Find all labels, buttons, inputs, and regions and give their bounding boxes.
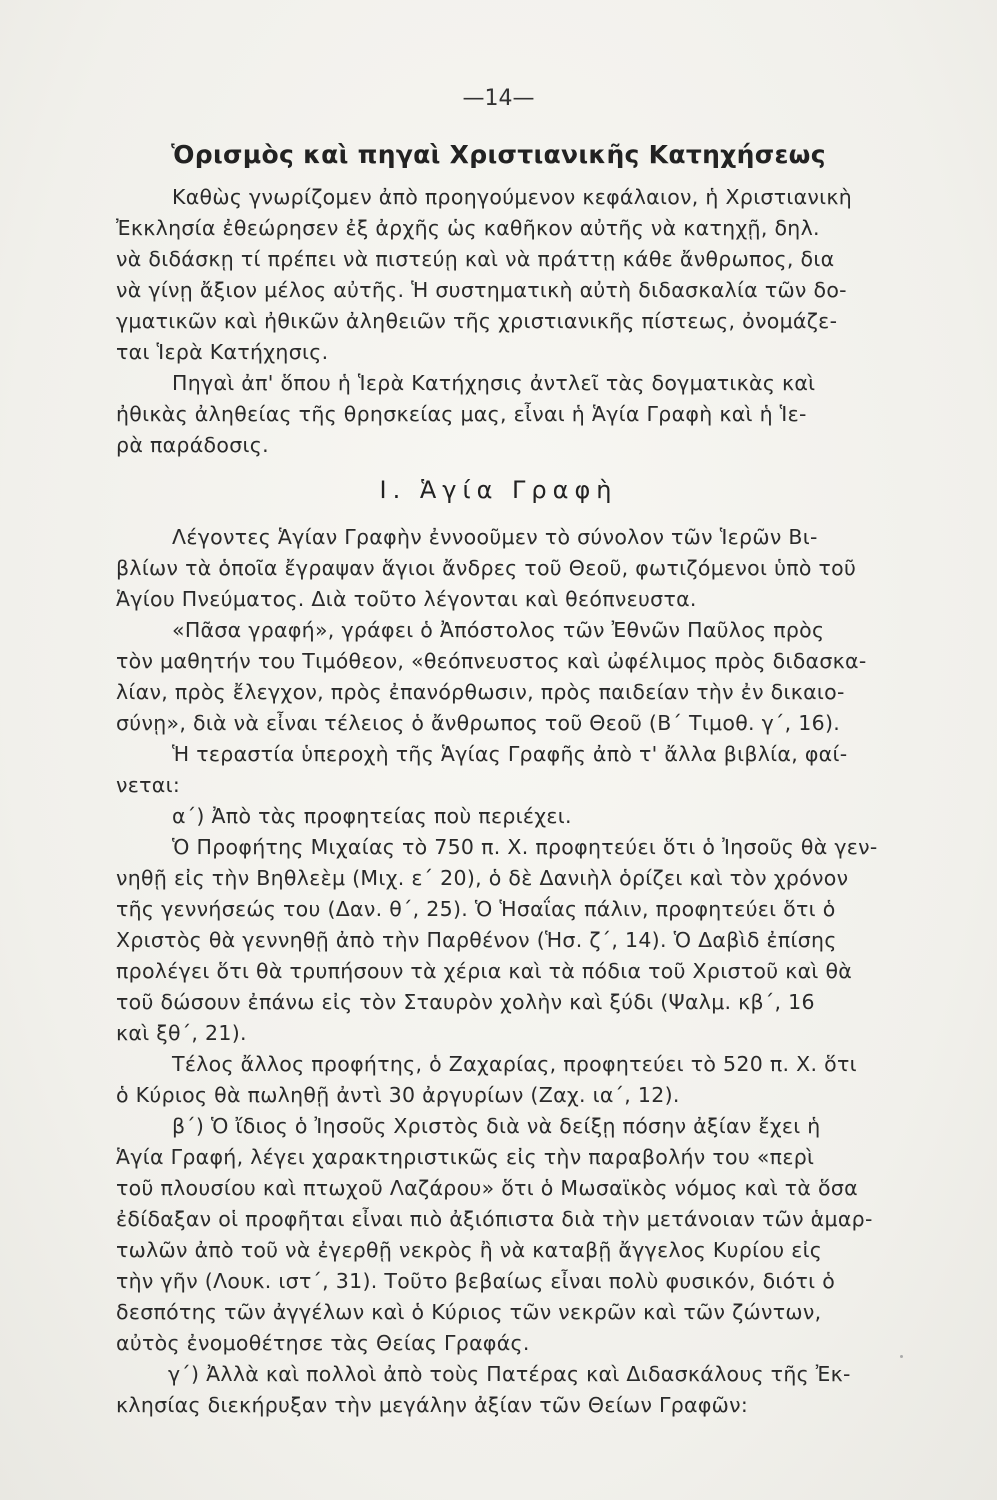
body-line: Ἡ τεραστία ὑπεροχὴ τῆς Ἁγίας Γραφῆς ἀπὸ τ' ἄλλα βιβλία, φαί- xyxy=(172,742,848,766)
body-line: τὴν γῆν (Λουκ. ιστ΄, 31). Τοῦτο βεβαίως εἶναι πολὺ φυσικόν, διότι ὁ xyxy=(116,1269,836,1293)
body-line: νεται: xyxy=(116,773,181,797)
intro-line: νὰ γίνῃ ἄξιον μέλος αὐτῆς. Ἡ συστηματικὴ αὐτὴ διδασκαλία τῶν δο- xyxy=(116,278,847,302)
body-line: «Πᾶσα γραφή», γράφει ὁ Ἀπόστολος τῶν Ἐθνῶν Παῦλος πρὸς xyxy=(172,618,825,642)
body-line: β΄) Ὁ ἴδιος ὁ Ἰησοῦς Χριστὸς διὰ νὰ δείξῃ πόσην ἀξίαν ἔχει ἡ xyxy=(172,1114,821,1138)
body-line: Ἁγία Γραφή, λέγει χαρακτηριστικῶς εἰς τὴν παραβολήν του «περὶ xyxy=(116,1145,815,1169)
page-number: —14— xyxy=(462,86,535,111)
body-line: τὸν μαθητήν του Τιμόθεον, «θεόπνευστος καὶ ὠφέλιμος πρὸς διδασκα- xyxy=(116,649,867,673)
body-line: αὐτὸς ἐνομοθέτησε τὰς Θείας Γραφάς. xyxy=(116,1331,530,1355)
intro-line: Πηγαὶ ἀπ' ὅπου ἡ Ἱερὰ Κατήχησις ἀντλεῖ τὰς δογματικὰς καὶ xyxy=(172,371,816,395)
intro-line: ρὰ παράδοσις. xyxy=(116,433,269,457)
body-line: Ἁγίου Πνεύματος. Διὰ τοῦτο λέγονται καὶ θεόπνευστα. xyxy=(116,587,697,611)
body-line: τοῦ πλουσίου καὶ πτωχοῦ Λαζάρου» ὅτι ὁ Μωσαϊκὸς νόμος καὶ τὰ ὅσα xyxy=(116,1176,858,1200)
body-line: τωλῶν ἀπὸ τοῦ νὰ ἐγερθῇ νεκρὸς ἢ νὰ καταβῇ ἄγγελος Κυρίου εἰς xyxy=(116,1238,823,1262)
body-line: βλίων τὰ ὁποῖα ἔγραψαν ἅγιοι ἄνδρες τοῦ Θεοῦ, φωτιζόμενοι ὑπὸ τοῦ xyxy=(116,556,857,580)
intro-line: νὰ διδάσκῃ τί πρέπει νὰ πιστεύῃ καὶ νὰ πράττῃ κάθε ἄνθρωπος, δια xyxy=(116,247,835,271)
body-line: Ὁ Προφήτης Μιχαίας τὸ 750 π. Χ. προφητεύει ὅτι ὁ Ἰησοῦς θὰ γεν- xyxy=(172,835,878,859)
speck-mark xyxy=(900,1355,903,1358)
body-line: α΄) Ἀπὸ τὰς προφητείας ποὺ περιέχει. xyxy=(172,804,572,828)
body-line: Χριστὸς θὰ γεννηθῇ ἀπὸ τὴν Παρθένον (Ἡσ. ζ΄, 14). Ὁ Δαβὶδ ἐπίσης xyxy=(116,928,837,952)
body-line: τοῦ δώσουν ἐπάνω εἰς τὸν Σταυρὸν χολὴν καὶ ξύδι (Ψαλμ. κβ΄, 16 xyxy=(116,990,815,1014)
body-line: προλέγει ὅτι θὰ τρυπήσουν τὰ χέρια καὶ τὰ πόδια τοῦ Χριστοῦ καὶ θὰ xyxy=(116,959,853,983)
body-line: σύνῃ», διὰ νὰ εἶναι τέλειος ὁ ἄνθρωπος τοῦ Θεοῦ (Β΄ Τιμοθ. γ΄, 16). xyxy=(116,711,841,735)
intro-line: Ἐκκλησία ἐθεώρησεν ἐξ ἀρχῆς ὡς καθῆκον αὐτῆς νὰ κατηχῇ, δηλ. xyxy=(116,216,820,240)
intro-line: γματικῶν καὶ ἠθικῶν ἀληθειῶν τῆς χριστιανικῆς πίστεως, ὀνομάζε- xyxy=(116,309,838,333)
body-line: τῆς γεννήσεώς του (Δαν. θ΄, 25). Ὁ Ἡσαΐας πάλιν, προφητεύει ὅτι ὁ xyxy=(116,897,836,921)
body-line: Λέγοντες Ἁγίαν Γραφὴν ἐννοοῦμεν τὸ σύνολον τῶν Ἱερῶν Βι- xyxy=(172,525,818,549)
body-line: γ΄) Ἀλλὰ καὶ πολλοὶ ἀπὸ τοὺς Πατέρας καὶ Διδασκάλους τῆς Ἐκ- xyxy=(168,1362,851,1386)
intro-line: ται Ἱερὰ Κατήχησις. xyxy=(116,340,329,364)
body-line: κλησίας διεκήρυξαν τὴν μεγάλην ἀξίαν τῶν Θείων Γραφῶν: xyxy=(116,1393,749,1417)
section-heading: Ι. Ἁγία Γραφὴ xyxy=(379,476,618,504)
body-line: ὁ Κύριος θὰ πωληθῇ ἀντὶ 30 ἀργυρίων (Ζαχ. ια΄, 12). xyxy=(116,1083,680,1107)
body-line: δεσπότης τῶν ἀγγέλων καὶ ὁ Κύριος τῶν νεκρῶν καὶ τῶν ζώντων, xyxy=(116,1300,822,1324)
body-paragraphs xyxy=(116,522,926,1421)
intro-paragraphs xyxy=(116,182,926,461)
body-line: λίαν, πρὸς ἔλεγχον, πρὸς ἐπανόρθωσιν, πρὸς παιδείαν τὴν ἐν δικαιο- xyxy=(116,680,845,704)
body-line: Τέλος ἄλλος προφήτης, ὁ Ζαχαρίας, προφητεύει τὸ 520 π. Χ. ὅτι xyxy=(172,1052,857,1076)
intro-line: Καθὼς γνωρίζομεν ἀπὸ προηγούμενον κεφάλαιον, ἡ Χριστιανικὴ xyxy=(172,185,853,209)
body-line: ἐδίδαξαν οἱ προφῆται εἶναι πιὸ ἀξιόπιστα διὰ τὴν μετάνοιαν τῶν ἁμαρ- xyxy=(116,1207,873,1231)
chapter-title: Ὁρισμὸς καὶ πηγαὶ Χριστιανικῆς Κατηχήσεως xyxy=(171,140,826,169)
body-line: νηθῇ εἰς τὴν Βηθλεὲμ (Μιχ. ε΄ 20), ὁ δὲ Δανιὴλ ὁρίζει καὶ τὸν χρόνον xyxy=(116,866,849,890)
body-line: καὶ ξθ΄, 21). xyxy=(116,1021,247,1045)
intro-line: ἠθικὰς ἀληθείας τῆς θρησκείας μας, εἶναι ἡ Ἁγία Γραφὴ καὶ ἡ Ἱε- xyxy=(116,402,807,426)
